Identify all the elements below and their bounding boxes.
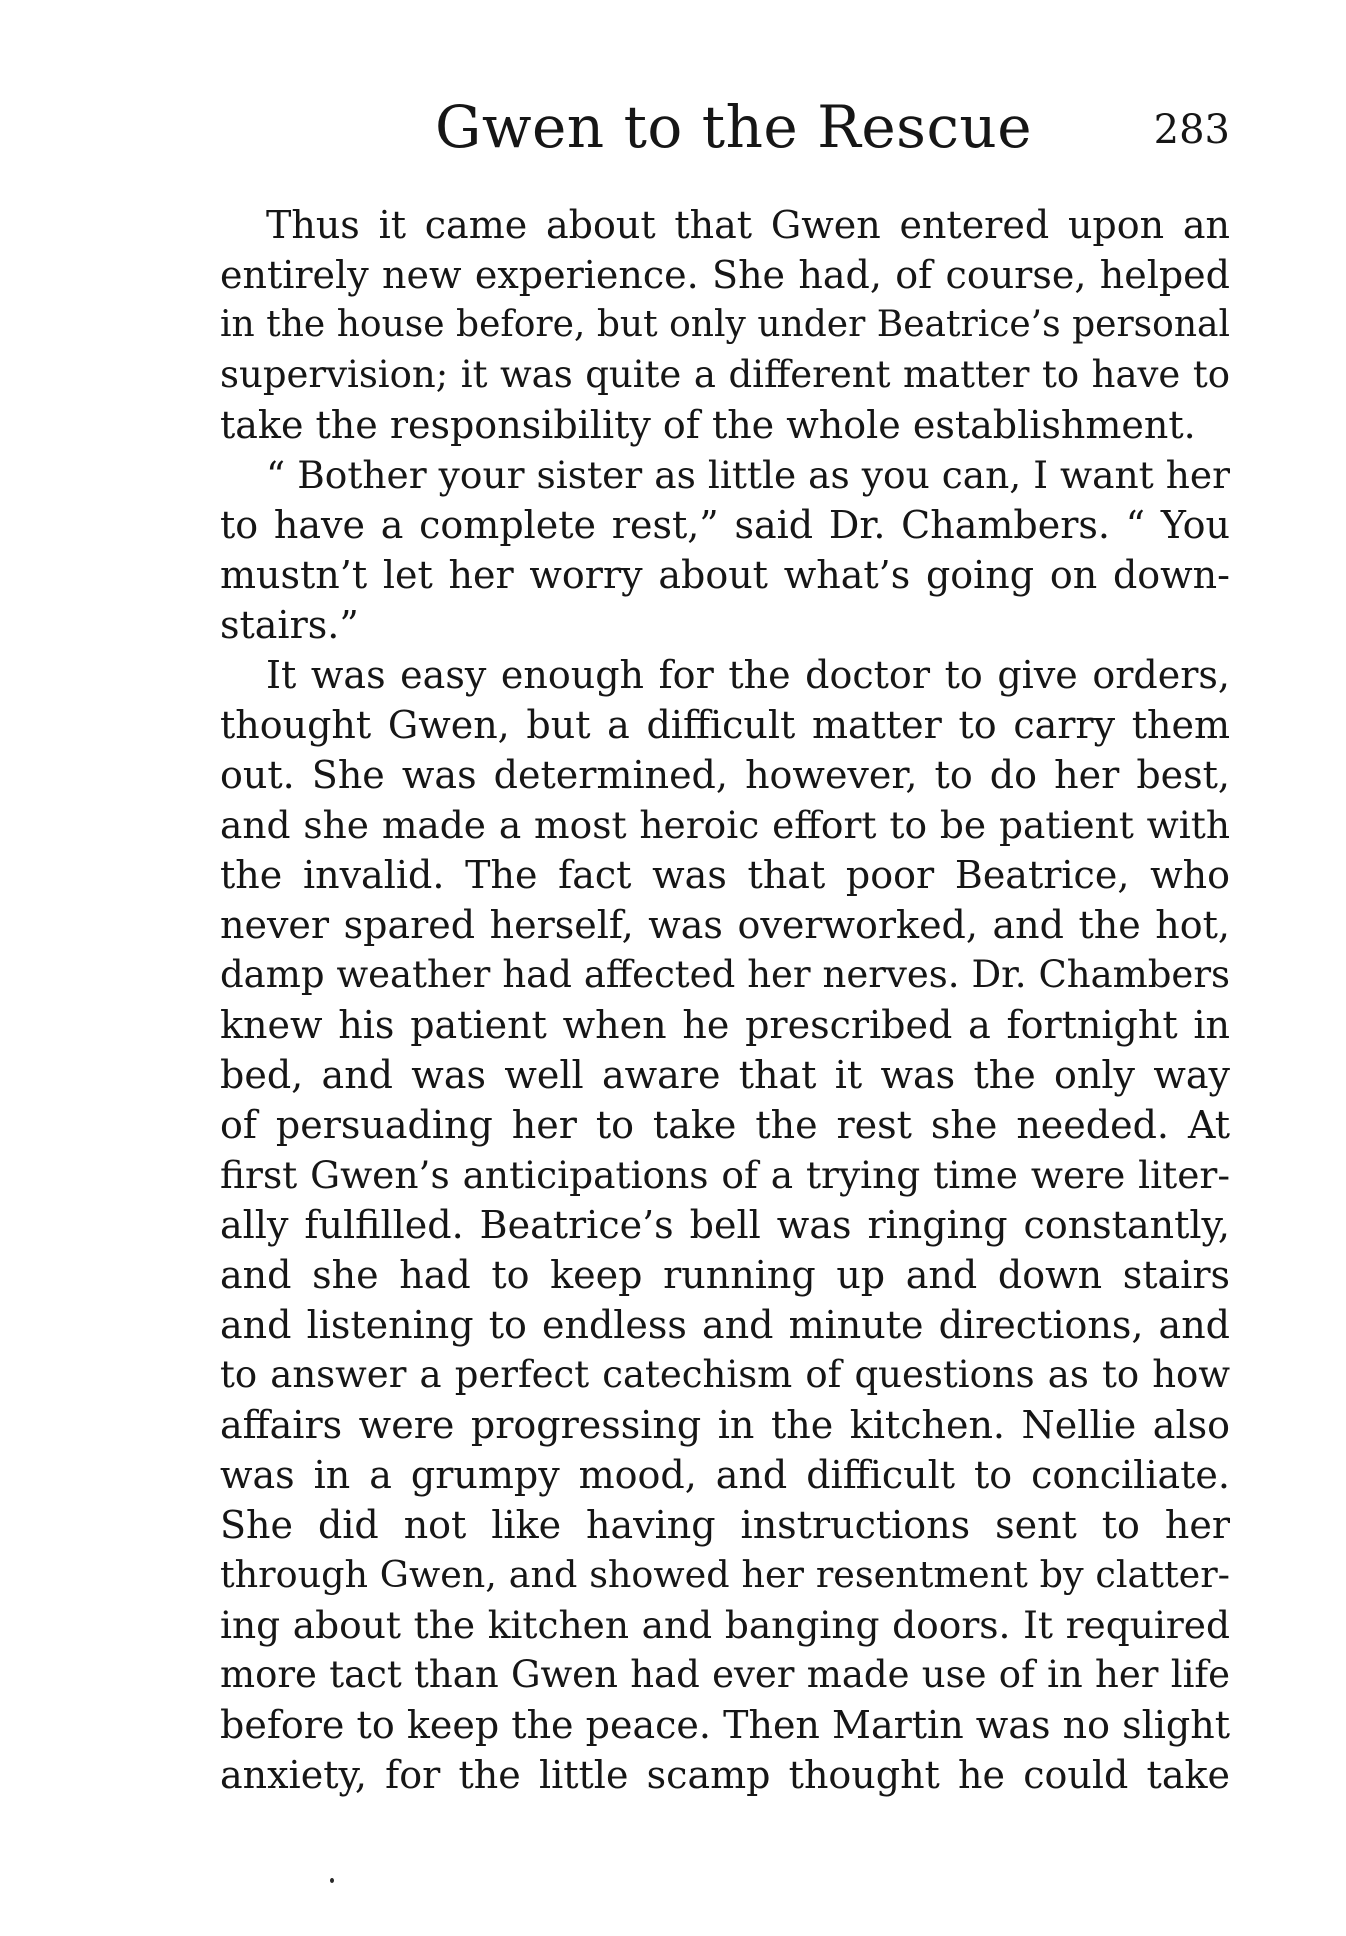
print-speck — [330, 1878, 334, 1883]
chapter-title: Gwen to the Rescue — [435, 93, 1033, 161]
text-line: to have a complete rest,” said Dr. Chambers. “ You — [220, 503, 1230, 547]
text-line: and she made a most heroic effort to be patient with — [220, 803, 1230, 847]
text-line: “ Bother your sister as little as you can, I want her — [266, 453, 1230, 497]
text-line: was in a grumpy mood, and difficult to conciliate. — [220, 1453, 1230, 1497]
text-line: anxiety, for the little scamp thought he could take — [220, 1753, 1230, 1797]
running-header — [220, 92, 1230, 162]
text-line: She did not like having instructions sent to her — [220, 1503, 1230, 1547]
page-number: 283 — [1153, 107, 1230, 153]
text-line: out. She was determined, however, to do her best, — [220, 753, 1230, 797]
text-line: to answer a perfect catechism of questions as to how — [220, 1353, 1230, 1396]
text-line: entirely new experience. She had, of course, helped — [220, 253, 1230, 297]
text-line: Thus it came about that Gwen entered upon an — [266, 203, 1230, 247]
text-line: before to keep the peace. Then Martin was no slight — [220, 1703, 1230, 1747]
text-line: the invalid. The fact was that poor Beatrice, who — [220, 853, 1230, 897]
text-line: affairs were progressing in the kitchen. Nellie also — [220, 1403, 1230, 1447]
text-line: take the responsibility of the whole establishment. — [220, 403, 1196, 447]
text-line: ally fulfilled. Beatrice’s bell was ringing constantly, — [220, 1203, 1230, 1247]
body-text — [220, 200, 1230, 1800]
text-line: damp weather had affected her nerves. Dr. Chambers — [220, 953, 1230, 996]
text-line: ing about the kitchen and banging doors. It required — [220, 1603, 1230, 1647]
text-line: thought Gwen, but a difficult matter to carry them — [220, 703, 1230, 747]
text-line: of persuading her to take the rest she needed. At — [220, 1103, 1230, 1147]
text-line: stairs.” — [220, 603, 359, 647]
text-line: never spared herself, was overworked, and the hot, — [220, 903, 1230, 947]
text-line: through Gwen, and showed her resentment by clatter- — [220, 1553, 1230, 1596]
text-line: in the house before, but only under Beatrice’s personal — [220, 304, 1230, 345]
text-line: and listening to endless and minute directions, and — [220, 1303, 1230, 1347]
text-line: and she had to keep running up and down stairs — [220, 1253, 1230, 1297]
text-line: supervision; it was quite a different matter to have to — [220, 353, 1230, 396]
text-line: It was easy enough for the doctor to give orders, — [266, 653, 1230, 697]
text-line: more tact than Gwen had ever made use of in her life — [220, 1653, 1230, 1696]
text-line: knew his patient when he prescribed a fortnight in — [220, 1003, 1230, 1047]
text-line: bed, and was well aware that it was the only way — [220, 1053, 1230, 1097]
text-line: first Gwen’s anticipations of a trying time were liter- — [220, 1153, 1230, 1197]
text-line: mustn’t let her worry about what’s going on down- — [220, 553, 1230, 597]
